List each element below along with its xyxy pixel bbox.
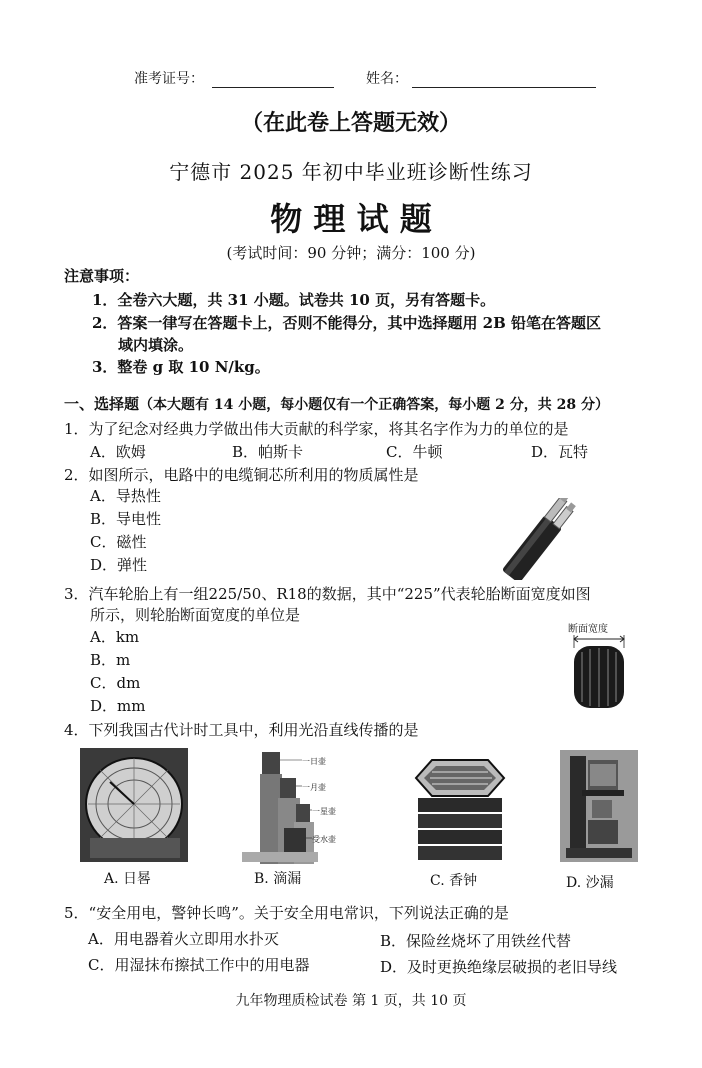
notice-item-2-cont: 域内填涂。 (118, 336, 194, 354)
exam-subtitle: 宁德市 2025 年初中毕业班诊断性练习 (169, 160, 533, 184)
page-footer: 九年物理质检试卷 第 1 页，共 10 页 (235, 993, 467, 1009)
q3-stem-line1: 3．汽车轮胎上有一组225/50、R18的数据，其中“225”代表轮胎断面宽度如图 (64, 585, 591, 603)
notice-heading: 注意事项： (64, 267, 140, 285)
q5-stem: 5．“安全用电，警钟长鸣”。关于安全用电常识，下列说法正确的是 (64, 904, 509, 922)
drip-label-star: 一星壶 (312, 807, 336, 816)
q3-option-d: D．mm (90, 697, 146, 715)
q1-stem: 1．为了纪念对经典力学做出伟大贡献的科学家，将其名字作为力的单位的是 (64, 420, 569, 438)
q2-stem: 2．如图所示，电路中的电缆铜芯所利用的物质属性是 (64, 466, 419, 484)
q2-option-a: A．导热性 (90, 487, 161, 505)
q3-option-c: C．dm (90, 674, 141, 692)
q1-option-a: A．欧姆 (90, 443, 146, 461)
drip-label-month: 一月壶 (302, 783, 326, 792)
drip-label-day: 一日壶 (302, 757, 326, 766)
sundial-image (80, 748, 188, 862)
tire-width-label: 断面宽度 (568, 624, 608, 635)
name-label: 姓名： (366, 71, 408, 87)
q4-caption-d: D. 沙漏 (566, 875, 614, 891)
q2-option-d: D．弹性 (90, 556, 148, 574)
q4-caption-c: C. 香钟 (430, 873, 478, 889)
exam-number-label: 准考证号： (134, 71, 204, 87)
q4-caption-a: A. 日晷 (104, 871, 152, 887)
notice-item-3: 3．整卷 g 取 10 N/kg。 (92, 358, 270, 376)
q5-option-d: D．及时更换绝缘层破损的老旧导线 (380, 958, 618, 976)
notice-item-1: 1．全卷六大题，共 31 小题。试卷共 10 页，另有答题卡。 (92, 291, 496, 309)
tire-image (568, 634, 630, 710)
drip-label-receiver: 受水壶 (312, 835, 336, 844)
exam-number-blank (212, 87, 334, 88)
q1-option-c: C．牛顿 (386, 443, 443, 461)
notice-item-2: 2．答案一律写在答题卡上，否则不能得分，其中选择题用 2B 铅笔在答题区 (92, 314, 601, 332)
q4-stem: 4．下列我国古代计时工具中，利用光沿直线传播的是 (64, 721, 419, 739)
q2-option-b: B．导电性 (90, 510, 162, 528)
q2-option-c: C．磁性 (90, 533, 147, 551)
q3-stem-line2: 所示，则轮胎断面宽度的单位是 (90, 606, 301, 624)
q5-option-c: C．用湿抹布擦拭工作中的用电器 (88, 956, 310, 974)
section-heading: 一、选择题 (64, 395, 140, 413)
incense-clock-image (412, 752, 508, 862)
q5-option-a: A．用电器着火立即用水扑灭 (88, 930, 279, 948)
q5-option-b: B．保险丝烧坏了用铁丝代替 (380, 932, 572, 950)
name-blank (412, 87, 596, 88)
q3-option-a: A．km (90, 628, 140, 646)
section-detail: （本大题有 14 小题，每小题仅有一个正确答案，每小题 2 分，共 28 分） (139, 397, 609, 413)
invalid-note: （在此卷上答题无效） (240, 110, 461, 136)
q3-option-b: B．m (90, 651, 131, 669)
q4-caption-b: B. 滴漏 (254, 871, 302, 887)
cable-image (500, 498, 580, 580)
q1-option-b: B．帕斯卡 (232, 443, 304, 461)
hourglass-image (560, 750, 638, 862)
page-title: 物 理 试 题 (270, 200, 432, 238)
q1-option-d: D．瓦特 (531, 443, 589, 461)
exam-info: (考试时间：90 分钟；满分：100 分) (226, 244, 476, 262)
